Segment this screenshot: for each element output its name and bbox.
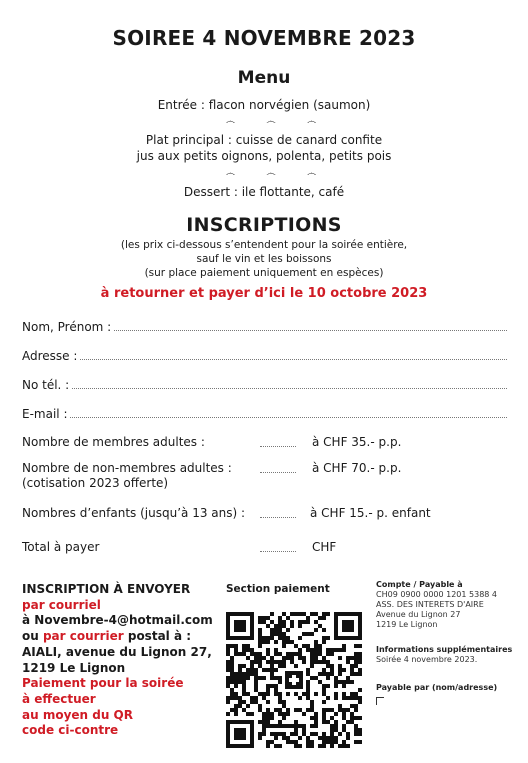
- price-note-line2: sauf le vin et les boissons: [196, 253, 332, 265]
- by-post-emphasis: par courrier: [42, 629, 124, 644]
- menu-starter: Entrée : flacon norvégien (saumon): [157, 98, 371, 112]
- by-post-prefix: ou: [22, 629, 43, 644]
- payee-line1: ASS. DES INTERETS D'AIRE: [376, 600, 484, 609]
- nonmembers-label-line1: Nombre de non-membres adultes :: [22, 461, 232, 475]
- nonmembers-price: à CHF 70.- p.p.: [312, 461, 402, 475]
- menu-main-line1: Plat principal : cuisse de canard confite: [145, 133, 383, 147]
- postal-address-line2: 1219 Le Lignon: [22, 660, 126, 675]
- by-post-suffix: postal à :: [123, 629, 192, 644]
- name-field[interactable]: [22, 318, 507, 334]
- address-field[interactable]: [22, 347, 507, 363]
- account-heading: Compte / Payable à: [376, 580, 463, 589]
- name-fill-line[interactable]: [114, 330, 507, 331]
- email-fill-line[interactable]: [70, 417, 507, 418]
- payable-by-heading: Payable par (nom/adresse): [376, 683, 498, 692]
- email-address[interactable]: à Novembre-4@hotmail.com: [22, 613, 213, 628]
- deadline-notice: à retourner et payer d’ici le 10 octobre 2023: [100, 286, 428, 301]
- email-label: E-mail :: [22, 407, 68, 421]
- menu-ornament: ෴ ෴ ෴: [225, 116, 331, 127]
- postal-address-line1: AIALI, avenue du Lignon 27,: [22, 644, 212, 659]
- nonmembers-count-field[interactable]: [260, 472, 296, 473]
- price-note-line3: (sur place paiement uniquement en espèces): [144, 267, 384, 279]
- payment-note-line4: code ci-contre: [22, 723, 119, 738]
- members-count-field[interactable]: [260, 446, 296, 447]
- members-label: Nombre de membres adultes :: [22, 435, 205, 449]
- menu-dessert: Dessert : ile flottante, café: [183, 185, 345, 199]
- phone-fill-line[interactable]: [72, 388, 507, 389]
- total-currency: CHF: [312, 540, 337, 554]
- payment-section-title: Section paiement: [226, 583, 330, 595]
- menu-main-line2: jus aux petits oignons, polenta, petits pois: [136, 149, 392, 163]
- page-title: SOIREE 4 NOVEMBRE 2023: [112, 26, 416, 50]
- email-field[interactable]: [22, 405, 507, 421]
- children-label: Nombres d’enfants (jusqu’à 13 ans) :: [22, 506, 246, 520]
- by-post-line: [22, 629, 222, 645]
- receipt-details: [376, 580, 497, 630]
- phone-label: No tél. :: [22, 378, 70, 392]
- by-email-label: par courriel: [22, 597, 101, 612]
- total-amount-field[interactable]: [260, 551, 296, 552]
- children-count-field[interactable]: [260, 517, 296, 518]
- inscriptions-title: INSCRIPTIONS: [186, 214, 342, 236]
- payment-note-line1: Paiement pour la soirée: [22, 676, 184, 691]
- send-heading: INSCRIPTION À ENVOYER: [22, 582, 191, 596]
- phone-field[interactable]: [22, 376, 507, 392]
- payment-note-line2: à effectuer: [22, 691, 96, 706]
- menu-ornament: ෴ ෴ ෴: [225, 168, 331, 179]
- payee-line3: 1219 Le Lignon: [376, 620, 438, 629]
- members-price: à CHF 35.- p.p.: [312, 435, 402, 449]
- additional-info: [376, 645, 512, 665]
- info-heading: Informations supplémentaires: [376, 645, 513, 654]
- send-instructions: [22, 582, 222, 739]
- qr-code[interactable]: [226, 612, 362, 748]
- iban: CH09 0900 0000 1201 5388 4: [376, 590, 498, 599]
- price-note-line1: (les prix ci-dessous s’entendent pour la soirée entière,: [120, 239, 408, 251]
- address-fill-line[interactable]: [80, 359, 507, 360]
- name-label: Nom, Prénom :: [22, 320, 112, 334]
- address-label: Adresse :: [22, 349, 78, 363]
- payee-line2: Avenue du Lignon 27: [376, 610, 461, 619]
- menu-title: Menu: [237, 68, 291, 88]
- children-price: à CHF 15.- p. enfant: [310, 506, 431, 520]
- payment-note-line3: au moyen du QR: [22, 707, 133, 722]
- payable-by-field-corner: [376, 697, 384, 705]
- info-text: Soirée 4 novembre 2023.: [376, 655, 478, 664]
- total-label: Total à payer: [22, 540, 100, 554]
- nonmembers-label-line2: (cotisation 2023 offerte): [22, 476, 169, 490]
- payable-by: [376, 683, 497, 693]
